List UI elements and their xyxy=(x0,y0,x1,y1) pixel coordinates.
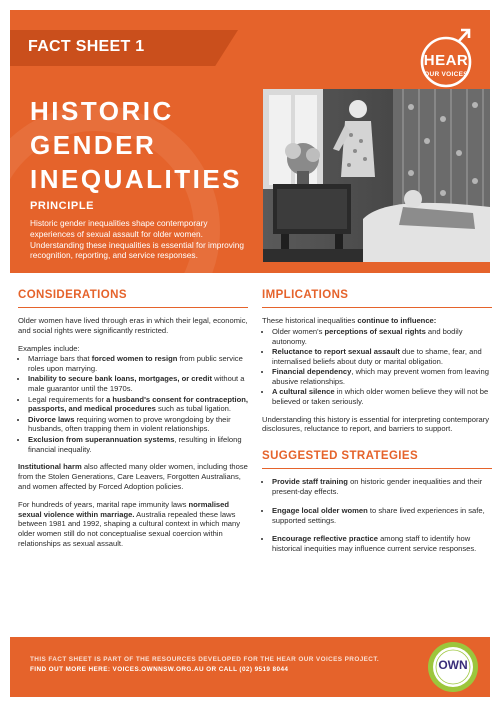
principle-heading: PRINCIPLE xyxy=(30,200,95,212)
list-item: • Older women's perceptions of sexual rights and bodily autonomy. xyxy=(272,327,492,347)
footer-contact-link[interactable]: FIND OUT MORE HERE: VOICES.OWNNSW.ORG.AU OR CALL (02) 9519 8044 xyxy=(30,666,289,673)
own-badge-text: OWN xyxy=(438,658,468,672)
footer-banner xyxy=(10,637,490,697)
fact-sheet-label: FACT SHEET 1 xyxy=(28,38,145,55)
implications-section xyxy=(262,281,492,563)
implications-list xyxy=(262,327,492,407)
list-item: • Provide staff training on historic gender inequalities and their present-day effects. xyxy=(272,477,492,497)
list-item: • Engage local older women to share lived experiences in safe, supported settings. xyxy=(272,506,492,526)
examples-label: Examples include: xyxy=(18,343,80,353)
list-item: • Exclusion from superannuation systems, resulting in lifelong financial inequality. xyxy=(28,435,248,455)
list-item: • Legal requirements for a husband's consent for contraception, passports, and medical procedures such as tubal ligation. xyxy=(28,395,248,415)
vintage-couple-photo-illustration xyxy=(263,89,490,262)
historic-photo xyxy=(263,89,490,262)
hear-our-voices-logo xyxy=(415,26,477,90)
implications-heading: IMPLICATIONS xyxy=(262,289,492,308)
list-item: • Inability to secure bank loans, mortgages, or credit without a male guarantor until the 1970s. xyxy=(28,374,248,394)
list-item: • Encourage reflective practice among staff to identify how historical inequities may influence current service responses. xyxy=(272,534,492,554)
strategies-heading: SUGGESTED STRATEGIES xyxy=(262,450,492,469)
strategies-list xyxy=(262,477,492,554)
principle-text: Historic gender inequalities shape contemporary experiences of sexual assault for older women. Understanding these inequalities is essential for improving recognition, reporting, and service responses. xyxy=(30,218,244,261)
page-title xyxy=(30,94,242,196)
hero-banner xyxy=(10,10,490,273)
title-line: INEQUALITIES xyxy=(30,164,243,194)
list-item: • Financial dependency, which may prevent women from leaving abusive relationships. xyxy=(272,367,492,387)
list-item: • A cultural silence in which older women believe they will not be believed or taken seriously. xyxy=(272,387,492,407)
title-line: HISTORIC xyxy=(30,96,174,126)
considerations-section xyxy=(18,281,248,557)
footer-resource-note: THIS FACT SHEET IS PART OF THE RESOURCES DEVELOPED FOR THE HEAR OUR VOICES PROJECT. xyxy=(30,656,380,663)
examples-list xyxy=(18,354,248,454)
title-line: GENDER xyxy=(30,130,157,160)
institutional-harm-paragraph: Institutional harm also affected many older women, including those from the Stolen Generations, Care Leavers, Forgotten Australians, and women affected by Forced Adoption policies. xyxy=(18,462,248,491)
marital-immunity-paragraph: For hundreds of years, marital rape immunity laws normalised sexual violence within marriage. Australia repealed these laws between 1981 and 1992, shaping a cultural context in which many older women still do not conceptualise sexual coercion within relationships as sexual assault. xyxy=(18,499,241,548)
implications-intro: These historical inequalities continue to influence: xyxy=(262,316,437,325)
considerations-intro: Older women have lived through eras in which their legal, economic, and social rights were significantly restricted. xyxy=(18,316,248,335)
logo-hear-text: HEAR xyxy=(423,52,469,69)
list-item: • Marriage bars that forced women to resign from public service roles upon marrying. xyxy=(28,354,248,374)
implications-closing: Understanding this history is essential for interpreting contemporary disclosures, reluctance to report, and barriers to support. xyxy=(262,414,490,434)
logo-voices-text: OUR VOICES xyxy=(424,71,468,78)
list-item: • Reluctance to report sexual assault due to shame, fear, and internalised beliefs about duty or marital obligation. xyxy=(272,347,492,367)
list-item: • Divorce laws requiring women to prove wrongdoing by their husbands, often trapping them in violent relationships. xyxy=(28,415,248,435)
considerations-heading: CONSIDERATIONS xyxy=(18,289,248,308)
